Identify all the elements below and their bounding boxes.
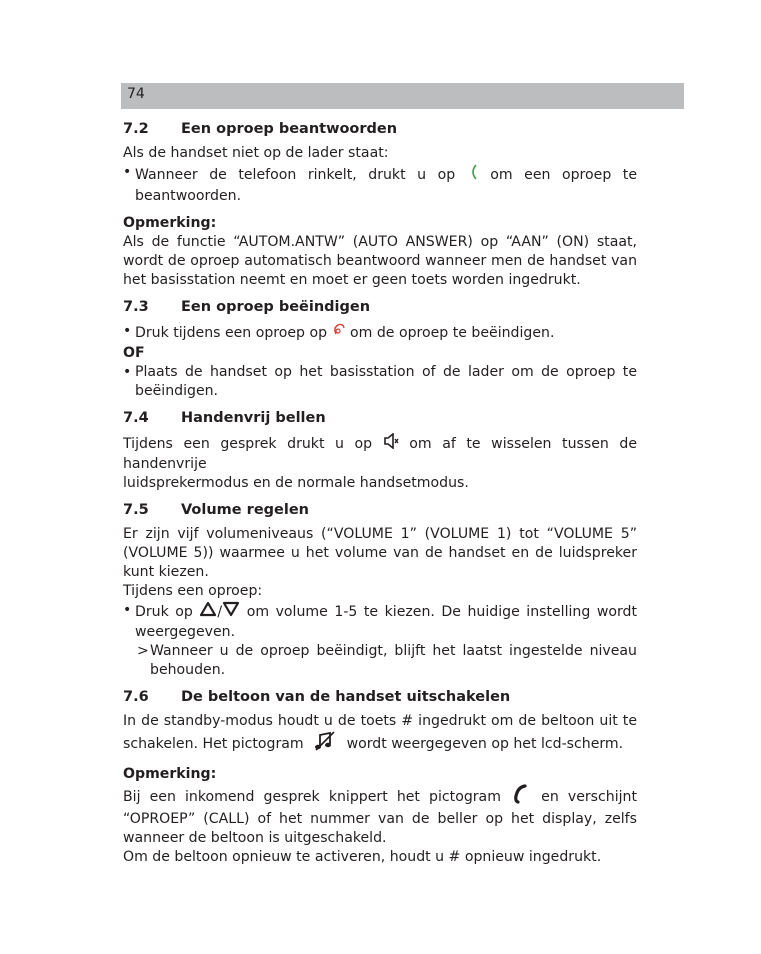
note-title: Opmerking: [123,215,217,231]
paragraph: Tijdens een oproep: [123,583,263,599]
paragraph-line: Tijdens een gesprek drukt u op om af te wisselen tussen de handenvrije [123,433,637,474]
note-text: Om de beltoon opnieuw te activeren, houdt u # opnieuw ingedrukt. [123,849,602,865]
bullet-item: • Plaats de handset op het basisstation of de lader om de oproep te beëindigen. [123,364,637,399]
section-heading-7-2 [123,120,637,139]
end-call-key-icon [332,322,346,344]
section-title: Een oproep beantwoorden [181,121,398,137]
section-heading-7-3 [123,298,637,317]
section-heading-7-4 [123,409,637,428]
section-heading-7-6 [123,688,637,707]
talk-key-icon [467,163,479,187]
section-heading-7-5 [123,501,637,520]
paragraph-line: In de standby-modus houdt u de toets # ingedrukt om de beltoon uit te [123,713,637,729]
bullet-line: beantwoorden. [135,188,242,204]
paragraph-line: schakelen. Het pictogram wordt weergegeven op het lcd-scherm. [123,731,637,757]
page-header-bar [121,83,684,109]
section-title: Een oproep beëindigen [181,299,371,315]
section-number: 7.5 [123,502,149,518]
volume-down-icon [222,601,240,623]
paragraph: Als de handset niet op de lader staat: [123,145,389,161]
note-text: Als de functie “AUTOM.ANTW” (AUTO ANSWER) op “AAN” (ON) staat, wordt de oproep automatisch beantwoord wanneer men de handset van het basisstation neemt en moet er geen toets worden ingedrukt. [123,234,637,288]
or-label: OF [123,345,145,361]
note-title: Opmerking: [123,766,217,782]
section-title: Volume regelen [181,502,310,518]
section-title: De beltoon van de handset uitschakelen [181,689,511,705]
bullet-item: • Druk tijdens een oproep op om de oproep te beëindigen. [123,322,637,344]
paragraph: Er zijn vijf volumeniveaus (“VOLUME 1” (VOLUME 1) tot “VOLUME 5” (VOLUME 5)) waarmee u het volume van de handset en de luidspreker kunt kiezen. [123,526,637,580]
section-number: 7.4 [123,410,149,426]
bullet-text: Plaats de handset op het basisstation of de lader om de oproep te beëindigen. [135,364,637,399]
note-line: Bij een inkomend gesprek knippert het pictogram en verschijnt [123,784,637,810]
sub-item-text: Wanneer u de oproep beëindigt, blijft het laatst ingestelde niveau behouden. [150,643,637,678]
call-handset-icon [510,784,532,810]
bullet-line: Wanneer de telefoon rinkelt, drukt u op om een oproep te [135,163,637,187]
section-number: 7.3 [123,299,149,315]
sub-item: > Wanneer u de oproep beëindigt, blijft het laatst ingestelde niveau behouden. [137,643,637,678]
page-number: 74 [127,86,145,102]
bullet-line: weergegeven. [135,624,236,640]
bullet-item: • Druk op / om volume 1-5 te kiezen. De huidige instelling wordt weergegeven. [123,602,637,640]
note-text: “OPROEP” (CALL) of het nummer van de beller op het display, zelfs wanneer de beltoon is uitgeschakeld. [123,811,637,846]
volume-up-icon [199,601,217,623]
section-title: Handenvrij bellen [181,410,326,426]
document-body [123,120,637,867]
speaker-icon [383,433,399,455]
section-number: 7.2 [123,121,149,137]
ringer-off-icon [314,731,336,757]
paragraph-line: luidsprekermodus en de normale handsetmodus. [123,475,469,491]
section-number: 7.6 [123,689,149,705]
bullet-line: Druk op / om volume 1-5 te kiezen. De huidige instelling wordt [135,601,637,623]
bullet-item: • Wanneer de telefoon rinkelt, drukt u op om een oproep te beantwoorden. [123,164,638,204]
